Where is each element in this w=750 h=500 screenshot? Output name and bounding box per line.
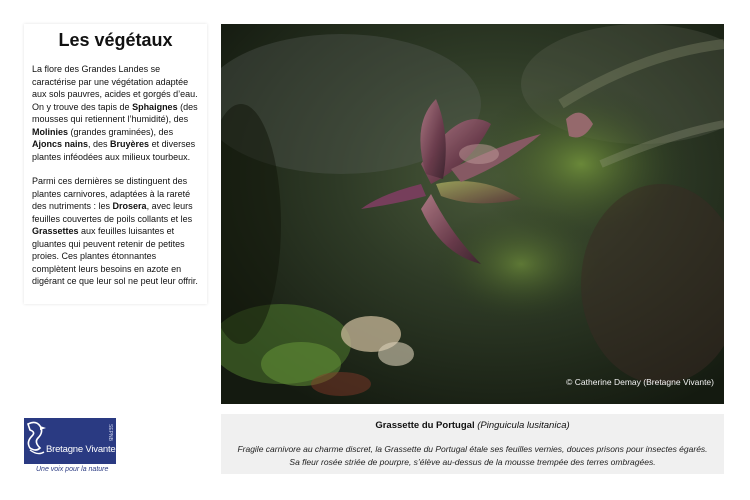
highlighted-term: Drosera <box>112 201 147 211</box>
paragraph-1 <box>32 63 207 163</box>
highlighted-term: Molinies <box>32 126 69 137</box>
photo-illustration <box>221 24 724 404</box>
highlighted-term: Ajoncs nains <box>32 139 89 149</box>
panel-title: Les végétaux <box>58 30 173 50</box>
text-run: et diverses plantes inféodées aux milieux tourbeux. <box>32 139 196 162</box>
bird-icon <box>24 418 116 464</box>
logo-name: Bretagne Vivante <box>46 444 116 455</box>
caption-line-2: Sa fleur rosée striée de pourpre, s’élève au-dessus de la mousse trempée des terres ombragées. <box>289 457 656 467</box>
caption-title <box>221 420 724 431</box>
text-panel <box>24 24 207 304</box>
caption-latin-name: (Pinguicula lusitanica) <box>477 420 570 431</box>
bretagne-vivante-logo <box>24 418 116 464</box>
text-run: Parmi ces dernières se distinguent des plantes carnivores, adaptées à la rareté des nutriments : les <box>32 176 191 211</box>
logo-small-text: SEPNB <box>107 424 113 441</box>
highlighted-term: Sphaignes <box>132 101 178 112</box>
caption-line-1: Fragile carnivore au charme discret, la Grassette du Portugal étale ses feuilles vernies, douces prisons pour insectes égarés. <box>237 444 708 454</box>
caption-description <box>221 443 724 469</box>
caption-species-name: Grassette du Portugal <box>375 420 475 431</box>
highlighted-term: Grassettes <box>32 226 79 236</box>
paragraph-2 <box>32 175 207 288</box>
plant-photo <box>221 24 724 404</box>
photo-credit: © Catherine Demay (Bretagne Vivante) <box>566 377 714 387</box>
text-run: , avec leurs feuilles couvertes de poils collants et les <box>32 201 193 224</box>
logo-tagline: Une voix pour la nature <box>36 466 109 473</box>
highlighted-term: Bruyères <box>110 139 150 149</box>
caption-box <box>221 414 724 474</box>
text-run: La flore des Grandes Landes se caractérise par une végétation adaptée aux sols pauvres, acides et gorgés d’eau. On y trouve des tapis de <box>32 64 198 112</box>
text-run: aux feuilles luisantes et gluantes qui peuvent retenir de petites proies. Ces plantes étonnantes complètent leurs besoins en azote en digérant ce que leur sol ne peut leur offrir. <box>32 226 198 286</box>
text-run: (grandes graminées), des <box>68 126 174 137</box>
text-run: (des mousses qui retiennent l’humidité), des <box>32 101 198 124</box>
text-run: , des <box>88 139 111 149</box>
